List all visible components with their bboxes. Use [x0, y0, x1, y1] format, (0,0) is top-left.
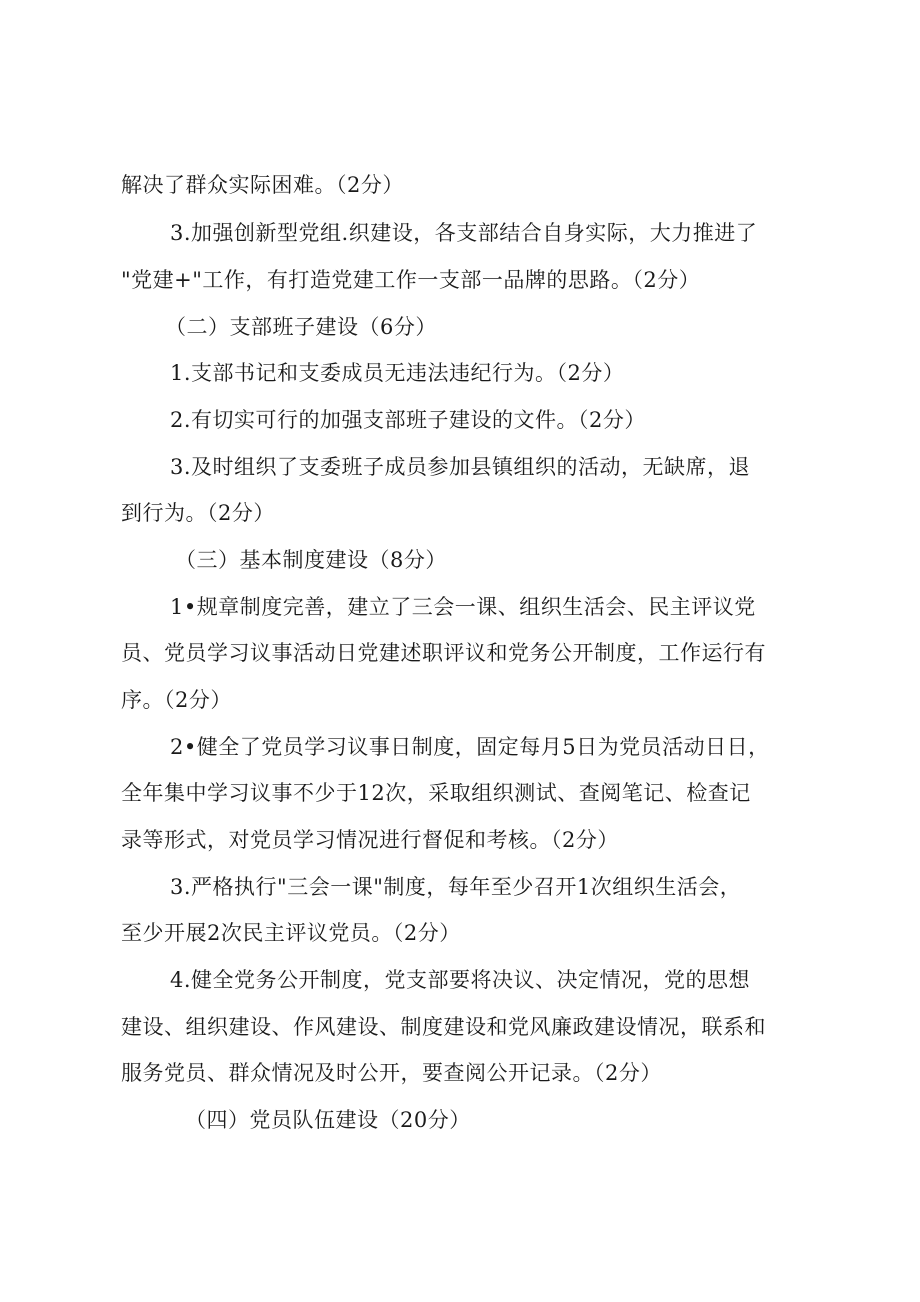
body-line: 2•健全了党员学习议事日制度，固定每月5日为党员活动日日， [170, 735, 770, 759]
body-line: "党建+"工作，有打造党建工作一支部一品牌的思路。（2分） [121, 268, 701, 292]
body-line: 到行为。（2分） [121, 501, 275, 525]
body-line: 1.支部书记和支委成员无违法违纪行为。（2分） [170, 361, 625, 385]
body-line: 服务党员、群众情况及时公开，要查阅公开记录。（2分） [121, 1061, 662, 1085]
section-heading: （二）支部班子建设（6分） [165, 315, 437, 339]
body-line: 4.健全党务公开制度，党支部要将决议、决定情况，党的思想 [170, 968, 751, 992]
body-line: 员、党员学习议事活动日党建述职评议和党务公开制度，工作运行有 [121, 641, 766, 665]
body-line: 解决了群众实际困难。（2分） [121, 173, 404, 197]
section-heading: （四）党员队伍建设（20分） [185, 1108, 471, 1132]
body-line: 全年集中学习议事不少于12次，采取组织测试、查阅笔记、检查记 [121, 781, 751, 805]
body-line: 建设、组织建设、作风建设、制度建设和党风廉政建设情况，联系和 [121, 1015, 766, 1039]
body-line: 序。（2分） [121, 688, 232, 712]
body-line: 3.严格执行"三会一课"制度，每年至少召开1次组织生活会， [170, 875, 742, 899]
body-line: 3.加强创新型党组.织建设，各支部结合自身实际，大力推进了 [170, 221, 758, 245]
body-line: 录等形式，对党员学习情况进行督促和考核。（2分） [121, 828, 619, 852]
section-heading: （三）基本制度建设（8分） [175, 548, 447, 572]
body-line: 2.有切实可行的加强支部班子建设的文件。（2分） [170, 408, 646, 432]
body-line: 3.及时组织了支委班子成员参加县镇组织的活动，无缺席，退 [170, 455, 751, 479]
body-line: 至少开展2次民主评议党员。（2分） [121, 921, 461, 945]
body-line: 1•规章制度完善，建立了三会一课、组织生活会、民主评议党 [170, 595, 756, 619]
